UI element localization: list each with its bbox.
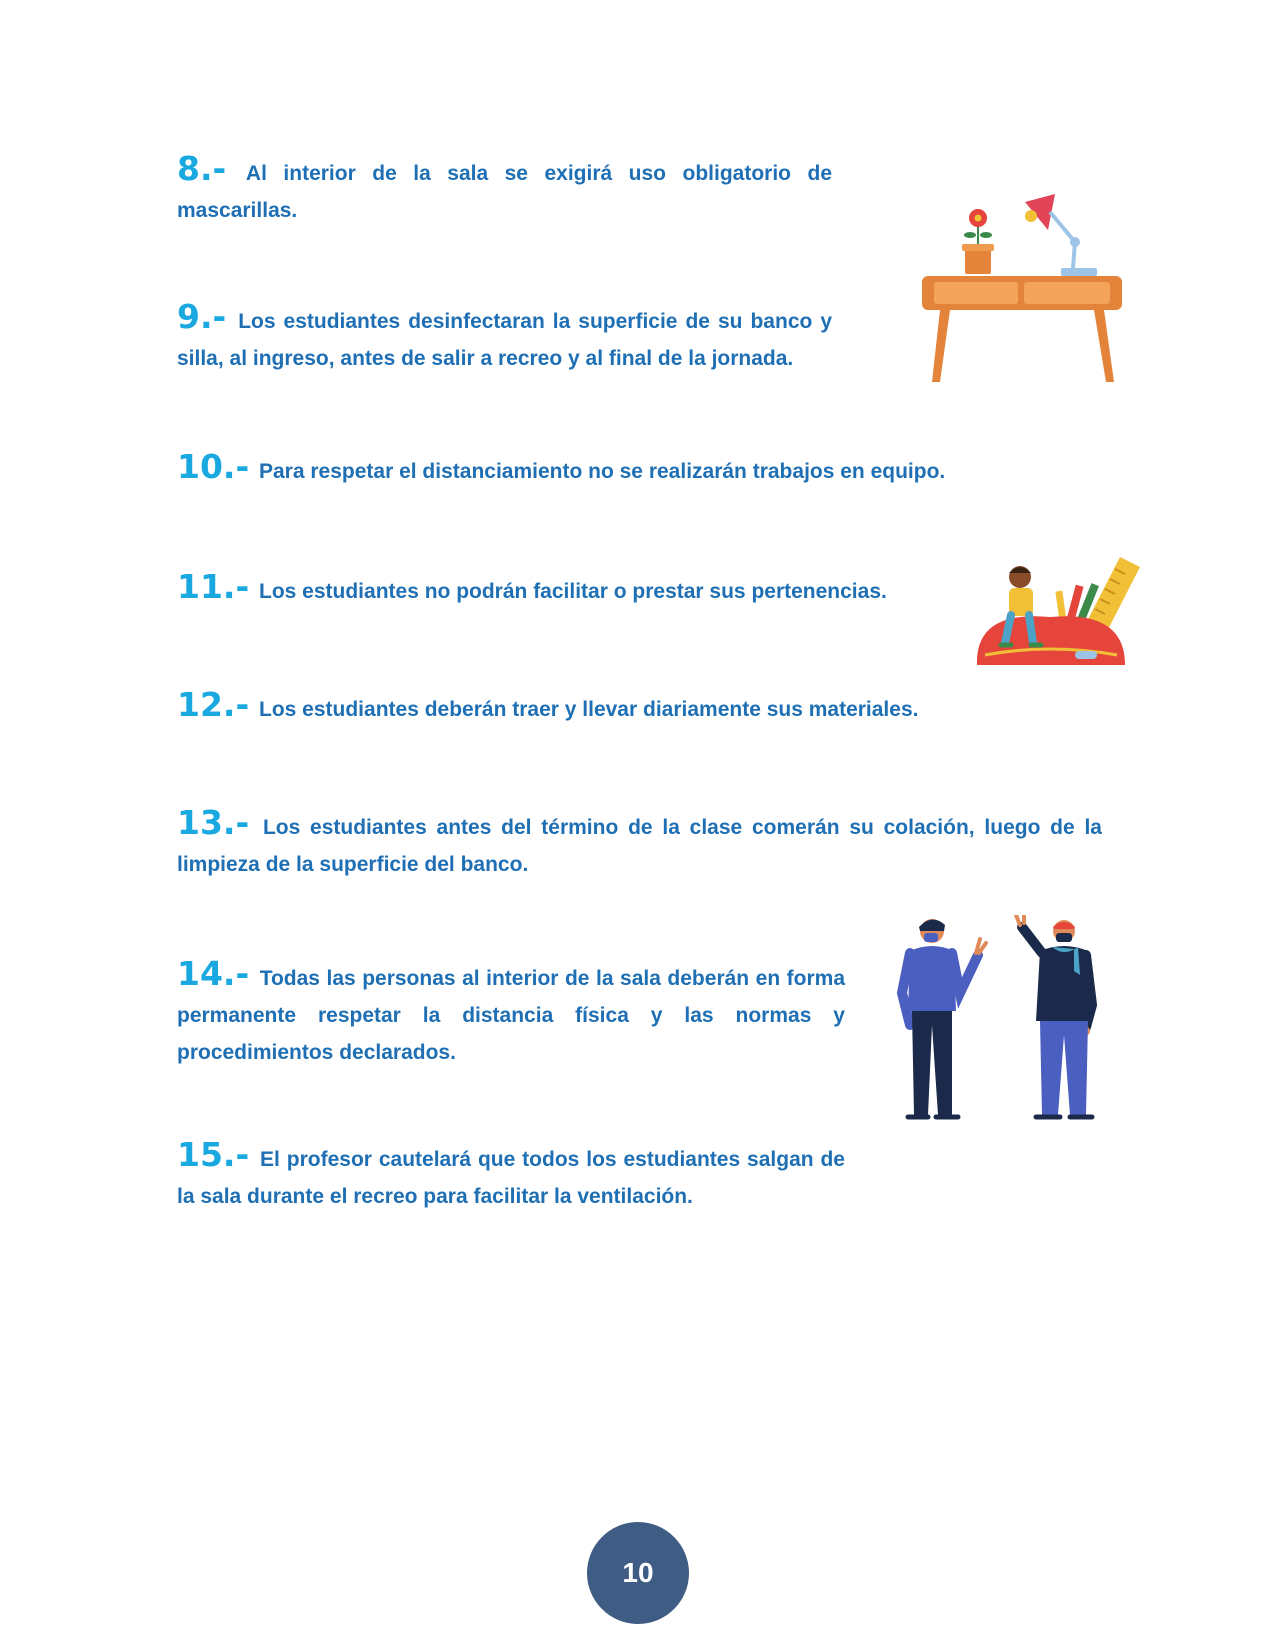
rule-text: Todas las personas al interior de la sala deberán en forma permanente respetar la distancia física y las normas y procedimientos declarados.: [177, 967, 846, 1064]
pencil-case-illustration: [975, 555, 1150, 675]
page-number-badge: [587, 1522, 689, 1624]
rule-number: 13.-: [177, 803, 250, 842]
rule-text: El profesor cautelará que todos los estudiantes salgan de la sala durante el recreo para facilitar la ventilación.: [177, 1148, 845, 1208]
rule-12: [177, 686, 1077, 728]
rule-text: Los estudiantes deberán traer y llevar diariamente sus materiales.: [259, 698, 919, 721]
rule-text: Los estudiantes antes del término de la clase comerán su colación, luego de la limpieza de la superficie del banco.: [177, 816, 1102, 876]
rule-11: [177, 568, 977, 610]
rule-14: [177, 955, 845, 1071]
rule-text: Al interior de la sala se exigirá uso obligatorio de mascarillas.: [177, 162, 832, 222]
rule-15: [177, 1136, 845, 1215]
page-number: 10: [622, 1557, 654, 1588]
rule-10: [177, 448, 1177, 490]
rule-number: 9.-: [177, 297, 227, 336]
rule-number: 14.-: [177, 954, 250, 993]
rule-number: 10.-: [177, 447, 250, 486]
rule-9: [177, 298, 832, 377]
rule-number: 15.-: [177, 1135, 250, 1174]
rule-number: 8.-: [177, 149, 227, 188]
rule-number: 11.-: [177, 567, 250, 606]
desk-illustration: [920, 190, 1130, 385]
people-illustration: [880, 915, 1125, 1125]
rule-13: [177, 804, 1102, 883]
rule-text: Los estudiantes no podrán facilitar o prestar sus pertenencias.: [259, 580, 887, 603]
rule-text: Para respetar el distanciamiento no se realizarán trabajos en equipo.: [259, 460, 946, 483]
rule-8: [177, 150, 832, 229]
rule-text: Los estudiantes desinfectaran la superficie de su banco y silla, al ingreso, antes de salir a recreo y al final de la jornada.: [177, 310, 832, 370]
rule-number: 12.-: [177, 685, 250, 724]
